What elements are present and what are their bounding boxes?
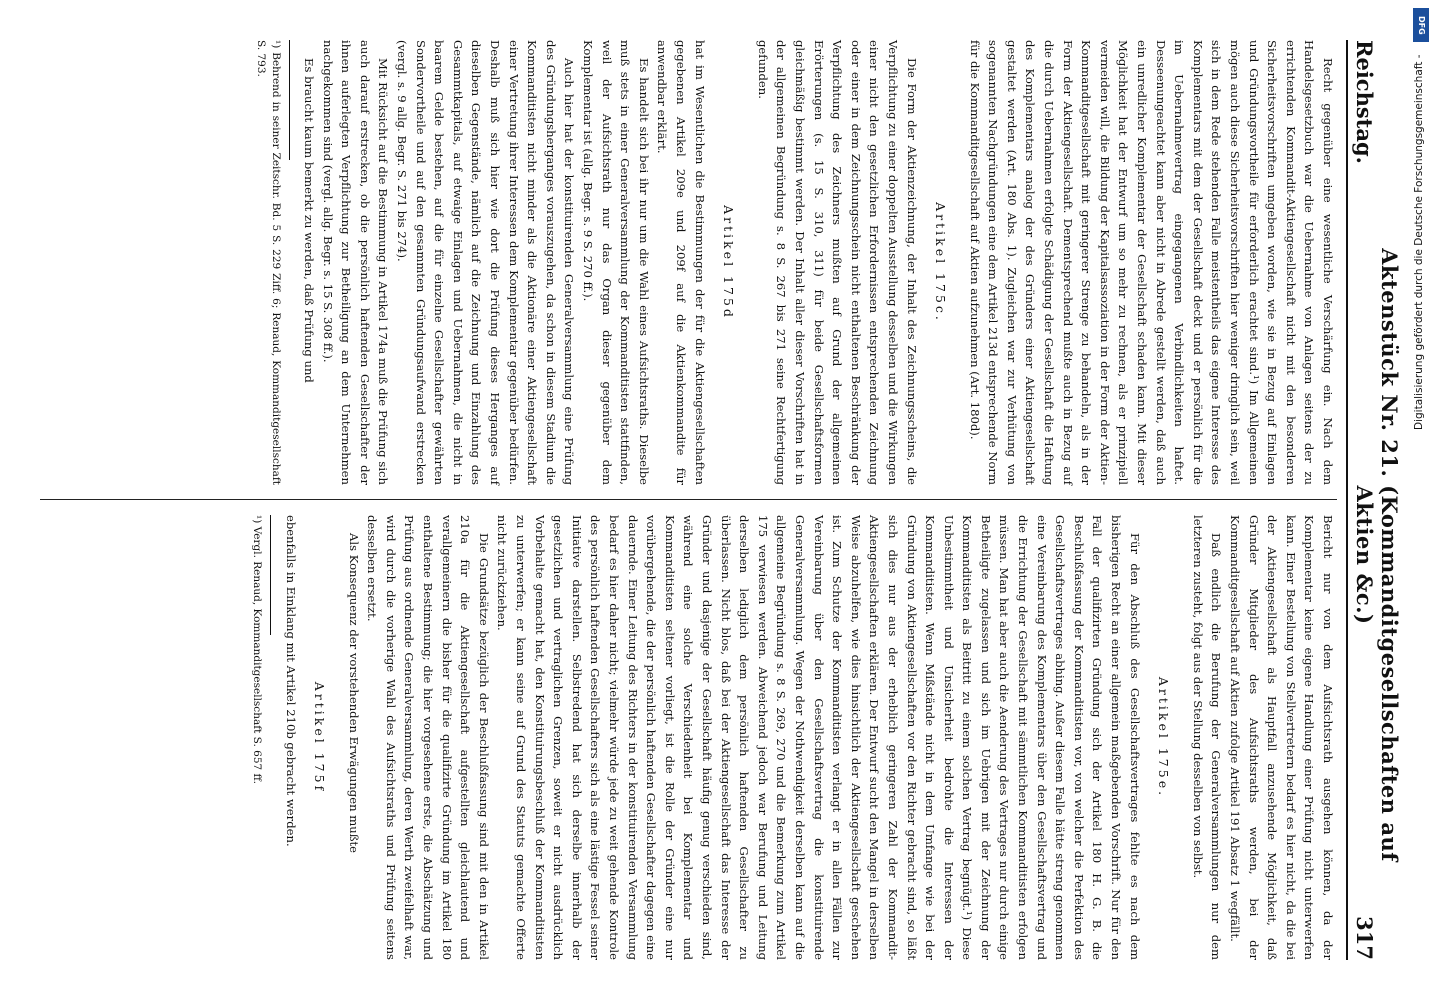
paragraph: Als Konsequenz der vorstehenden Erwägungen mußte (346, 533, 361, 853)
header-left: Reichstag. (1352, 40, 1377, 164)
article-heading: Artikel 175d (721, 205, 737, 320)
column-divider (40, 499, 1337, 500)
paragraph: Es handelt sich bei ihr nur um die Wahl eines Aufsichtsraths. Dieselbe muß stets in einer Generalversammlung der Kommanditisten stattfinden, weil der Aufsichtsrath nur das Organ dieser gegenüber dem Komplementar ist (allg. Begr. s. 9 S. 270 ff.). (581, 40, 651, 485)
page-number: 317 (1352, 916, 1377, 960)
paragraph: Die Form der Aktienzeichnung, der Inhalt des Zeichnungsscheins, die Verpflichtung zu einer doppelten Ausstellung desselben und die Wirkungen einer nicht den gesetzlichen Erfordernissen entsprechenden Zeichnung oder einer in dem Zeichnungsschein nicht enthaltenen Beschränkung der Verpflichtung des Zeichners mußten auf Grund der allgemeinen Erörterungen (s. 15 S. 310, 311) für beide Gesellschaftsformen gleichmäßig bestimmt werden. Der Inhalt aller dieser Vorschriften hat in der allgemeinen Begründung s. 8 S. 267 bis 271 seine Rechtfertigung gefunden. (755, 40, 919, 485)
paragraph: Mit Rücksicht auf die Bestimmung in Artikel 174a muß die Prüfung sich auch darauf erstrecken, ob die persönlich haftenden Gesellschafter der ihnen auferlegten Verpflichtung zur Betheiligung an dem Unternehmen nachgekommen sind (vergl. allg. Begr. s. 15 S. 308 ff.). (320, 40, 391, 485)
header-title: Aktenstück Nr. 21. (Kommanditgesellschaften auf Aktien &c.) (1352, 248, 1402, 862)
paragraph: Für den Abschluß des Gesellschaftsvertrages fehlte es nach dem bisherigen Recht an einer allgemein maßgebenden Vorschrift. Nur für den Fall der qualifizirten Gründung sich der Artikel 180 H. G. B. die Beschlußfassung der Kommanditisten vor, von welcher die Perfektion des Gesellschaftsvertrages abhing. Außer diesem Falle hätte streng genommen eine Vereinbarung des Komplementars über den Gesellschaftsvertrag und die Errichtung der Gesellschaft mit sämmtlichen Kommanditisten erfolgen müssen. Man hat aber auch die Aenderung des Vertrages nur durch einige Betheiligte zugelassen und sich im Uebrigen mit der Zeichnung der Kommanditisten als Beitritt zu einem solchen Vertrag begnügt.¹) Diese Unbestimmtheit und Unsicherheit bedrohte die Interessen der Kommanditisten. Wenn Mißstände nicht in dem Umfange wie bei der Gründung von Aktiengesellschaften vor den Richter gebracht sind, so läßt sich dies nur aus der erheblich geringeren Zahl der Kommandit-Aktiengesellschaften erklären. Der Entwurf sucht den Mangel in derselben Weise abzuhelfen, wie dies hinsichtlich der Aktiengesellschaft geschehen ist. Zum Schutze der Kommanditisten verlangt er in allen Fällen zur Vereinbarung über den Gesellschaftsvertrag die konstituirende Generalversammlung. Wegen der Nothwendigkeit derselben kann auf die allgemeine Begründung s. 8 S. 269, 270 und die Bemerkung zum Artikel 175 verwiesen werden. Abweichend jedoch war Berufung und Leitung derselben lediglich dem persönlich haftenden Gesellschafter zu überlassen. Nicht blos, daß bei der Aktiengesellschaft das Interesse der Gründer und dasjenige der Gesellschaft häufig genug verschieden sind, während eine solche Verschiedenheit bei Komplementar und Kommanditisten seltener vorliegt, ist die Rolle der Gründer eine nur vorübergehende, die der persönlich haftenden Gesellschafter dagegen eine dauernde. Einer Leitung des Richters in der konstituirenden Versammlung bedarf es hier daher nicht; vielmehr würde jede zu weit gehende Kontrole des persönlich haftenden Gesellschafters sich als eine lästige Fessel seiner Initiative darstellen. Selbstredend hat sich derselbe innerhalb der gesetzlichen und vertraglichen Grenzen, soweit er nicht ausdrücklich Vorbehalte gemacht hat, den Konstituirungsbeschluß der Kommanditisten zu unterwerfen; er kann seine auf Grund des Statuts gemachte Offerte nicht zurückziehen. (495, 515, 1142, 960)
paragraph: Die Grundsätze bezüglich der Beschlußfassung sind mit den in Artikel 210a für die Aktiengesellschaft aufgestellten gleichlautend und verallgemeinern die bisher für die qualifizirte Gründung im Artikel 180 enthaltene Bestimmung; die hier vorgesehene erste, die Abschätzung und Prüfung aus ordnende Generalversammlung, deren Werth zweifelhaft war, wird durch die vorherige Wahl des Aufsichtsraths und Prüfung seitens desselben ersetzt. (365, 515, 491, 960)
article-heading: Artikel 175e. (1156, 676, 1172, 799)
right-column (20, 515, 1337, 960)
left-column (20, 40, 1337, 485)
digitization-credit: Digitalisierung gefördert durch die Deutsche Forschungsgemeinschaft - (1413, 54, 1425, 430)
footnote: ¹) Vergl. Renaud, Kommanditgesellschaft S. 657 ff. (250, 515, 263, 784)
dfg-logo-icon: DFG (1413, 8, 1429, 42)
article-heading: Artikel 175f (312, 681, 328, 794)
footnote-rule (270, 515, 271, 635)
page-header (1346, 40, 1402, 960)
paragraph: Daß endlich die Berufung der Generalversammlungen nur dem letzteren zusteht, folgt aus der Stellung desselben von selbst. (1190, 515, 1224, 960)
footnote: ¹) Behrend in seiner Zeitschr. Bd. 5 S. 229 Ziff. 6; Renaud, Kommanditgesellschaft S. 793. (254, 40, 282, 485)
paragraph: Recht gegenüber eine wesentliche Verschärfung ein. Nach dem Handelsgesetzbuch war die Uebernahme von Anlagen seitens der zu errichtenden Kommandit-Aktiengesellschaft nicht mit den besonderen Sicherheitsvorschriften umgeben worden, wie sie in Bezug auf Einlagen und Gründungsvortheile für erforderlich erachtet sind.¹) Im Allgemeinen mögen auch diese Sicherheitsvorschriften hier weniger dringlich sein, weil sich in dem Rede stehenden Falle meistentheils das eigene Interesse des Komplementars mit dem der Gesellschaft deckt und er persönlich für die im Uebernahmevertrag eingegangenen Verbindlichkeiten haftet. Desseenungeachtet kann aber nicht in Abrede gestellt werden, daß auch ein unredlicher Komplementar der Gesellschaft schaden kann. Mit dieser Möglichkeit hat der Entwurf um so mehr zu rechnen, als er prinzipiell vermeiden will, die Bildung der Kapitalsassoziation in der Form der Aktien-Kommanditgesellschaft mit geringerer Strenge zu behandeln, als in der Form der Aktiengesellschaft. Dementsprechend mußte auch in Bezug auf die durch Uebernahmen erfolgte Schädigung der Gesellschaft die Haftung des Komplementars analog der des Gründers einer Aktiengesellschaft gestaltet werden (Art. 180 Abs. 1). Zugleichen war zur Verhütung von sogenannten Nachgründungen eine dem Artikel 213d entsprechende Norm für die Kommanditgesellschaft auf Aktien aufzunehmen (Art. 180d). (967, 40, 1335, 485)
paragraph: Bericht nur von dem Aufsichtsrath ausgehen können, da der Komplementar keine eigene Handlung einer Prüfung nicht unterwerfen kann. Einer Bestellung von Stellvertretern bedarf es hier nicht, da die bei der Aktiengesellschaft als Hauptfall anzusehende Möglichkeit, daß Gründer Mitglieder des Aufsichtsraths werden, bei der Kommanditgesellschaft auf Aktien zufolge Artikel 191 Absatz 1 wegfällt. (1228, 515, 1335, 960)
article-heading: Artikel 175c. (933, 202, 949, 323)
paragraph: ebenfalls in Einklang mit Artikel 210b gebracht werden. (283, 515, 298, 847)
paragraph: Auch hier hat der konstituirenden Generalversammlung eine Prüfung des Gründungsherganges vorauszugehen, da schon in diesem Stadium die Kommanditisten nicht minder als die Aktionäre einer Aktiengesellschaft einer Vertretung ihrer Interessen dem Komplementar gegenüber bedürfen. Deshalb muß sich hier wie dort die Prüfung dieses Herganges auf dieselben Gegenstände, nämlich auf die Zeichnung und Einzahlung des Gesammtkapitals, auf etwaige Einlagen und Uebernahmen, die nicht in baarem Gelde bestehen, auf die für einzelne Gesellschafter gewährten Sondervortheile und auf den gesammten Gründungsaufwand erstrecken (vergl. s. 9 allg. Begr. S. 271 bis 274). (395, 40, 577, 485)
paragraph: hat im Wesentlichen die Bestimmungen der für die Aktiengesellschaften gegebenen Artikel 209e und 209f auf die Aktienkommandite für anwendbar erklärt. (655, 40, 707, 485)
footnote-rule (289, 40, 290, 160)
paragraph: Es braucht kaum bemerkt zu werden, daß Prüfung und (302, 58, 317, 383)
